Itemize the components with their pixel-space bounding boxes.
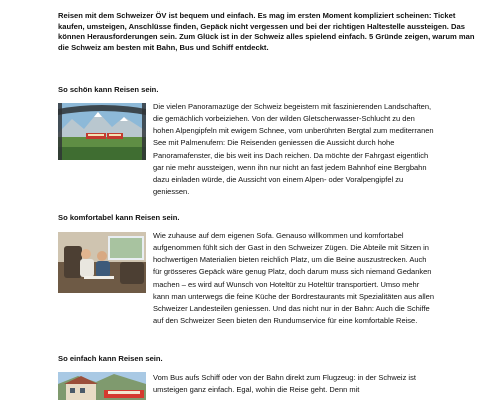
intro-paragraph: Reisen mit dem Schweizer ÖV ist bequem und einfach. Es mag im ersten Moment kompliziert scheinen: Ticket kaufen, umsteigen, Anschlüsse finden, Gepäck nicht vergessen und bei der richtigen Haltestelle aussteigen. Das können Herausforderungen sein. Zum Glück ist in der Schweiz alles spielend einfach. 5 Gründe zeigen, warum man die Schweiz am besten mit Bahn, Bus und Schiff entdeckt.	[58, 11, 475, 52]
station-icon	[58, 372, 146, 400]
section-text-easy: Vom Bus aufs Schiff oder von der Bahn direkt zum Flugzeug: in der Schweiz ist umsteigen ganz einfach. Egal, wohin die Reise geht. Denn mit	[153, 373, 416, 395]
train-interior-icon	[58, 232, 146, 293]
section-heading-comfort: So komfortabel kann Reisen sein.	[58, 213, 180, 222]
section-text-comfort: Wie zuhause auf dem eigenen Sofa. Genauso willkommen und komfortabel aufgenommen fühlt sich der Gast in den Schweizer Zügen. Die Abteile mit Sitzen in hochwertigen Materialien bieten reichlich Platz, um die Beine auszustrecken. Auch für grösseres Gepäck wäre genug Platz, doch darum muss sich niemand Gedanken machen – es wird auf Wunsch von Hoteltür zu Hoteltür transportiert. Umso mehr kann man unterwegs die feine Küche der Bordrestaurants mit Spezialitäten aus allen Schweizer Landesteilen geniessen. Und das nicht nur in der Bahn: Auch die Schiffe auf den Schweizer Seen bieten den Rundumservice für eine komfortable Reise.	[153, 231, 434, 326]
section-text-scenic: Die vielen Panoramazüge der Schweiz begeistern mit faszinierenden Landschaften, die gemächlich vorbeiziehen. Von der wilden Gletscherwasser-Schlucht zu den hohen Alpengipfeln mit ewigem Schnee, vom unberührten Bergtal zum mediterranen See mit Palmenufern: Die Reisenden geniessen die Aussicht durch hohe Panoramafenster, die bis weit ins Dach reichen. Da möchte der Fahrgast eigentlich gar nie mehr aussteigen, wenn ihn nur nicht an fast jedem Bahnhof eine Bergbahn dazu einladen würde, die Aussicht von einem Alpen- oder Voralpengipfel zu geniessen.	[153, 102, 434, 197]
panorama-train-icon	[58, 103, 146, 160]
section-heading-scenic: So schön kann Reisen sein.	[58, 85, 159, 94]
section-heading-easy: So einfach kann Reisen sein.	[58, 354, 163, 363]
